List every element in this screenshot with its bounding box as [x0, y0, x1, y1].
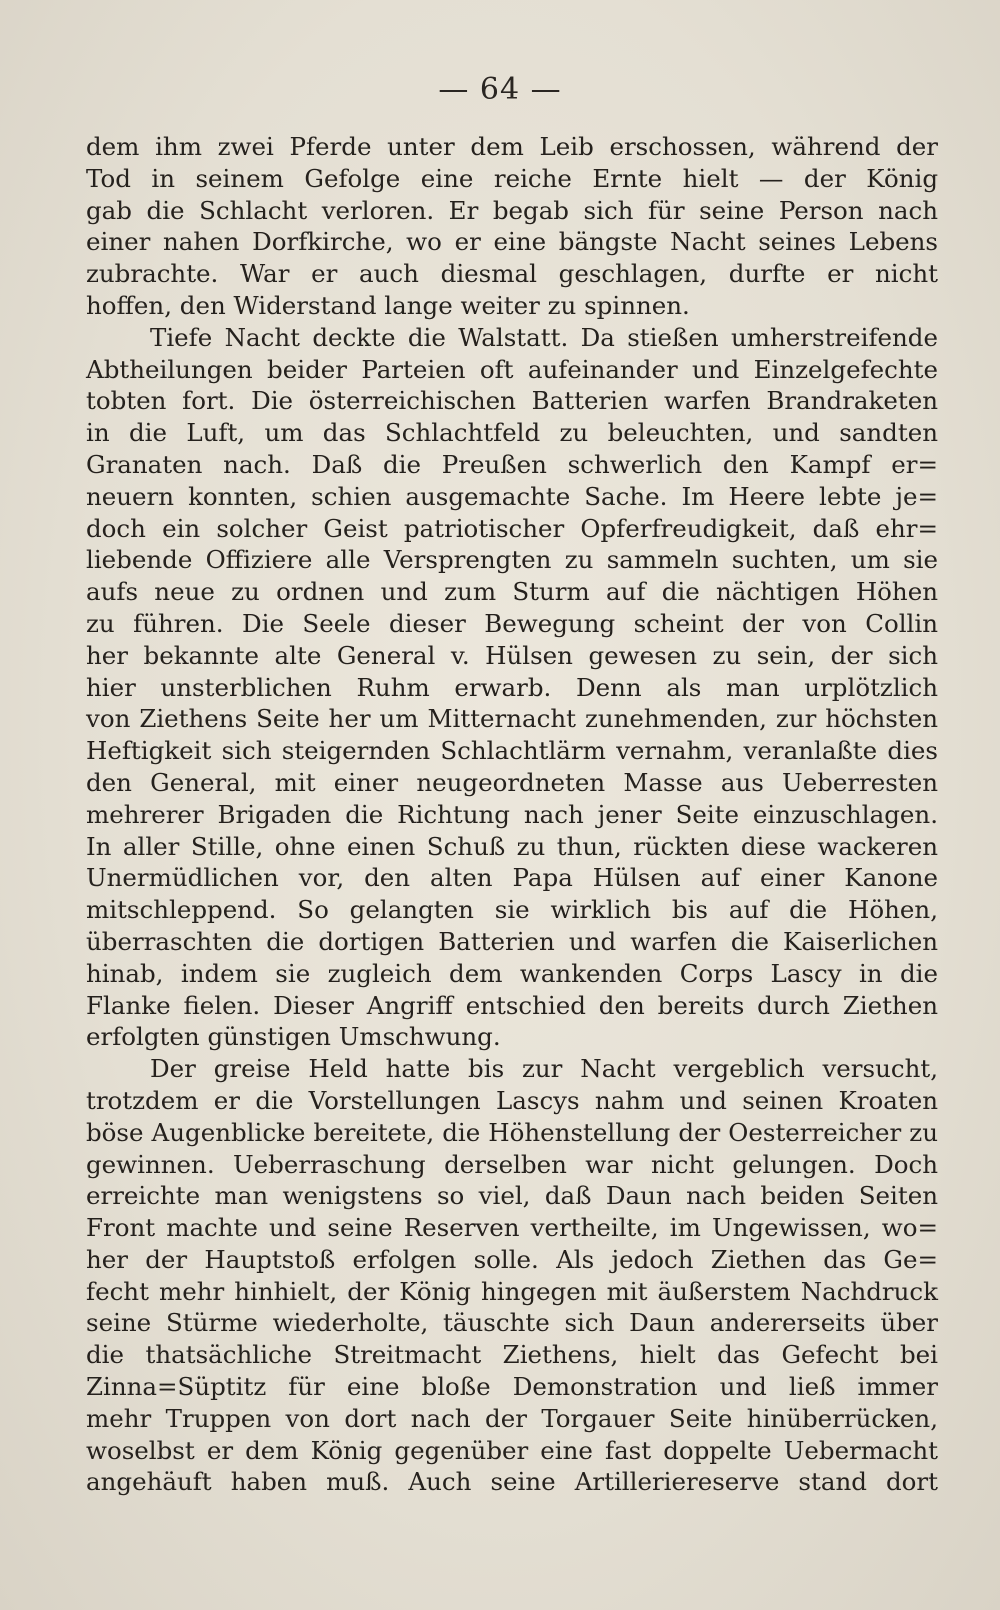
text-line: dem ihm zwei Pferde unter dem Leib erschossen, während der — [86, 132, 938, 161]
text-line: doch ein solcher Geist patriotischer Opferfreudigkeit, daß ehr= — [86, 513, 938, 543]
page-number: — 64 — — [438, 72, 562, 107]
text-line: In aller Stille, ohne einen Schuß zu thun, rückten diese wackeren — [86, 831, 938, 861]
text-line: trotzdem er die Vorstellungen Lascys nahm und seinen Kroaten — [86, 1085, 938, 1115]
text-line: Tiefe Nacht deckte die Walstatt. Da stießen umherstreifende — [150, 322, 938, 352]
text-line: neuern konnten, schien ausgemachte Sache. Im Heere lebte je= — [86, 481, 938, 511]
text-line: zubrachte. War er auch diesmal geschlagen, durfte er nicht — [86, 259, 938, 289]
text-line: hier unsterblichen Ruhm erwarb. Denn als man urplötzlich — [86, 672, 938, 702]
text-line: hoffen, den Widerstand lange weiter zu spinnen. — [86, 290, 690, 320]
text-line: woselbst er dem König gegenüber eine fast doppelte Uebermacht — [86, 1435, 938, 1465]
text-line: angehäuft haben muß. Auch seine Artilleriereserve stand dort — [86, 1467, 938, 1497]
text-line: einer nahen Dorfkirche, wo er eine bängste Nacht seines Lebens — [86, 227, 938, 257]
text-line: Flanke fielen. Dieser Angriff entschied den bereits durch Ziethen — [86, 990, 938, 1020]
text-line: Tod in seinem Gefolge eine reiche Ernte hielt — der König — [86, 163, 938, 193]
text-line: Zinna=Süptitz für eine bloße Demonstration und ließ immer — [86, 1372, 938, 1402]
text-line: überraschten die dortigen Batterien und warfen die Kaiserlichen — [86, 926, 938, 956]
text-line: zu führen. Die Seele dieser Bewegung scheint der von Collin — [86, 608, 938, 638]
text-line: mitschleppend. So gelangten sie wirklich bis auf die Höhen, — [86, 895, 938, 925]
text-line: aufs neue zu ordnen und zum Sturm auf die nächtigen Höhen — [86, 577, 938, 607]
text-line: seine Stürme wiederholte, täuschte sich Daun andererseits über — [86, 1308, 938, 1338]
text-line: Unermüdlichen vor, den alten Papa Hülsen auf einer Kanone — [86, 863, 938, 893]
text-line: gewinnen. Ueberraschung derselben war nicht gelungen. Doch — [86, 1149, 938, 1179]
text-line: von Ziethens Seite her um Mitternacht zunehmenden, zur höchsten — [86, 704, 938, 734]
body-text — [86, 131, 938, 1498]
text-line: erfolgten günstigen Umschwung. — [86, 1022, 501, 1052]
text-line: tobten fort. Die österreichischen Batterien warfen Brandraketen — [86, 386, 938, 416]
text-line: Der greise Held hatte bis zur Nacht vergeblich versucht, — [150, 1054, 938, 1084]
text-line: Heftigkeit sich steigernden Schlachtlärm vernahm, veranlaßte dies — [86, 736, 938, 766]
text-line: Front machte und seine Reserven vertheilte, im Ungewissen, wo= — [86, 1213, 938, 1243]
text-line: hinab, indem sie zugleich dem wankenden Corps Lascy in die — [86, 958, 938, 988]
text-line: die thatsächliche Streitmacht Ziethens, hielt das Gefecht bei — [86, 1340, 938, 1370]
text-line: den General, mit einer neugeordneten Masse aus Ueberresten — [86, 767, 938, 797]
text-line: Abtheilungen beider Parteien oft aufeinander und Einzelgefechte — [86, 354, 938, 384]
text-line: her der Hauptstoß erfolgen solle. Als jedoch Ziethen das Ge= — [86, 1244, 938, 1274]
text-line: erreichte man wenigstens so viel, daß Daun nach beiden Seiten — [86, 1181, 938, 1211]
text-line: liebende Offiziere alle Versprengten zu sammeln suchten, um sie — [86, 545, 938, 575]
text-line: mehrerer Brigaden die Richtung nach jener Seite einzuschlagen. — [86, 799, 938, 829]
text-line: fecht mehr hinhielt, der König hingegen mit äußerstem Nachdruck — [86, 1276, 938, 1306]
text-line: her bekannte alte General v. Hülsen gewesen zu sein, der sich — [86, 640, 938, 670]
text-line: böse Augenblicke bereitete, die Höhenstellung der Oesterreicher zu — [86, 1117, 938, 1147]
text-line: Granaten nach. Daß die Preußen schwerlich den Kampf er= — [86, 449, 938, 479]
text-line: gab die Schlacht verloren. Er begab sich für seine Person nach — [86, 195, 938, 225]
text-line: mehr Truppen von dort nach der Torgauer Seite hinüberrücken, — [86, 1403, 938, 1433]
text-line: in die Luft, um das Schlachtfeld zu beleuchten, und sandten — [86, 418, 938, 448]
